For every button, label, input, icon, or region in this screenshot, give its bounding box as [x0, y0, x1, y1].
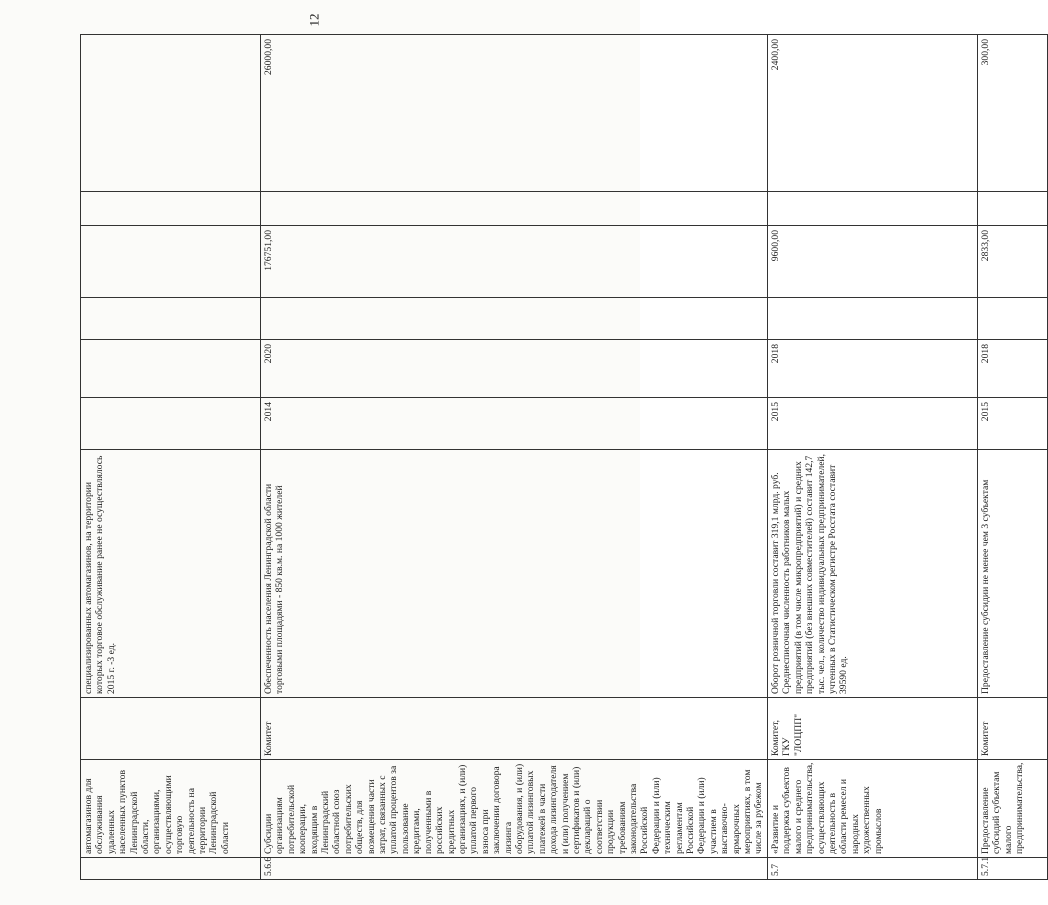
cell-obl: [977, 192, 1047, 226]
cell-extra: 300,00: [977, 35, 1047, 192]
cell-total: [977, 298, 1047, 340]
cell-num: [81, 858, 261, 880]
table-row: [767, 35, 977, 880]
cell-result: Предоставление субсидии не менее чем 3 субъектам: [977, 450, 1047, 698]
table-row: [81, 35, 261, 880]
cell-total: [81, 298, 261, 340]
cell-total: [767, 298, 977, 340]
cell-num: 5.7.1: [977, 858, 1047, 880]
cell-result: Обеспеченность населения Ленинградской области торговыми площадями - 850 кв.м. на 1000 жителей: [261, 450, 768, 698]
cell-name: автомагазинов для обслуживания удаленных населенных пунктов Ленинградской области, организациями, осуществляющими торговую деятельность на территории Ленинградской области: [81, 760, 261, 858]
rotated-table-sheet: [80, 35, 1026, 880]
cell-start: 2014: [261, 398, 768, 450]
program-table: [80, 34, 1048, 880]
table-row: [261, 35, 768, 880]
cell-total: [261, 298, 768, 340]
cell-executor: Комитет, ГКУ "ЛОЦПП": [767, 698, 977, 760]
cell-fed: 2833,00: [977, 226, 1047, 298]
table-row: [977, 35, 1047, 880]
cell-name: Предоставление субсидий субъектам малого предпринимательства,: [977, 760, 1047, 858]
cell-num: 5.7: [767, 858, 977, 880]
cell-result: специализированных автомагазинов, на территории которых торговое обслуживание ранее не осуществлялось 2015 г. -3 ед.: [81, 450, 261, 698]
cell-fed: [81, 226, 261, 298]
cell-executor: [81, 698, 261, 760]
cell-obl: [261, 192, 768, 226]
cell-start: 2015: [977, 398, 1047, 450]
cell-executor: Комитет: [977, 698, 1047, 760]
cell-obl: [81, 192, 261, 226]
cell-obl: [767, 192, 977, 226]
cell-name: Субсидии организациям потребительской кооперации, входящим в Ленинградский областной союз потребительских обществ, для возмещения части затрат, связанных с уплатой процентов за пользование кредитами, полученными в российских кредитных организациях, и (или) уплатой первого взноса при заключении договора лизинга оборудования, и (или) уплатой лизинговых платежей в части дохода лизингодателя и (или) получением сертификатов и (или) деклараций о соответствии продукции требованиям законодательства Российской Федерации и (или) техническим регламентам Российской Федерации и (или) участием в выставочно-ярмарочных мероприятиях, в том числе за рубежом: [261, 760, 768, 858]
cell-end: 2018: [767, 340, 977, 398]
cell-extra: 2400,00: [767, 35, 977, 192]
cell-extra: [81, 35, 261, 192]
cell-name: «Развитие и поддержка субъектов малого и среднего предпринимательства, осуществляющих деятельность в области ремесел и народных художественных промыслов: [767, 760, 977, 858]
cell-end: [81, 340, 261, 398]
cell-fed: 9600,00: [767, 226, 977, 298]
cell-start: 2015: [767, 398, 977, 450]
cell-executor: Комитет: [261, 698, 768, 760]
cell-result: Оборот розничной торговли составит 319,1 млрд. руб. Среднесписочная численность работников малых предприятий (в том числе микропредприятий) и средних предприятий (без внешних совместителей) составит 142,7 тыс. чел., количество индивидуальных предпринимателей, учтенных в Статистическом регистре Росстата составит 39590 ед.: [767, 450, 977, 698]
cell-num: 5.6.6: [261, 858, 768, 880]
cell-fed: 176751,00: [261, 226, 768, 298]
cell-end: 2020: [261, 340, 768, 398]
cell-end: 2018: [977, 340, 1047, 398]
cell-start: [81, 398, 261, 450]
page-number: 12: [306, 13, 322, 27]
cell-extra: 26000,00: [261, 35, 768, 192]
